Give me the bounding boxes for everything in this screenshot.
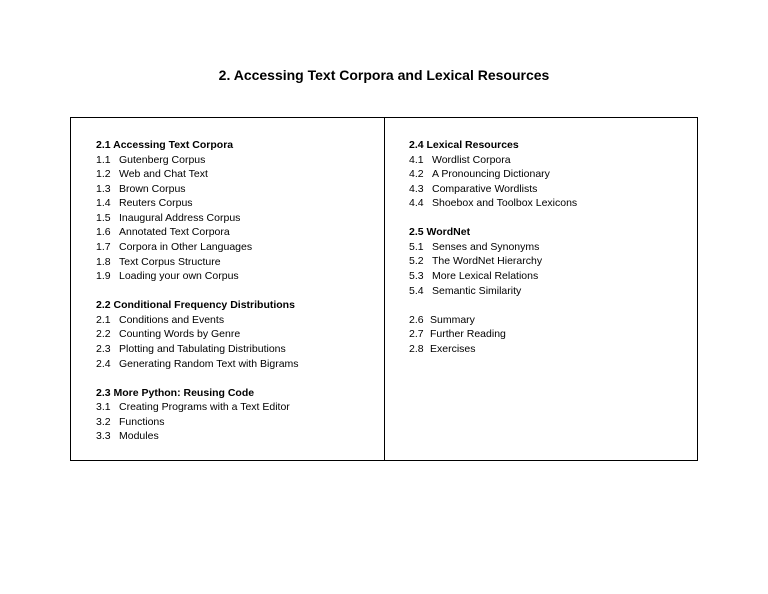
toc-entry[interactable] [96, 167, 384, 182]
toc-entry[interactable] [409, 196, 697, 211]
entry-number: 3.3 [96, 430, 111, 443]
entry-label: Corpora in Other Languages [119, 241, 253, 254]
toc-entry[interactable] [409, 269, 697, 284]
entry-number: 4.3 [409, 182, 424, 195]
entry-label: Semantic Similarity [432, 284, 522, 297]
toc-section [409, 138, 697, 211]
entry-number: 4.1 [409, 153, 424, 166]
entry-label: Generating Random Text with Bigrams [119, 357, 299, 370]
toc-entry[interactable] [96, 225, 384, 240]
toc-entry[interactable] [409, 284, 697, 299]
toc-extra-entry[interactable] [409, 327, 697, 342]
entry-label: Further Reading [430, 328, 506, 341]
entry-number: 2.3 [96, 343, 111, 356]
entry-number: 4.4 [409, 197, 424, 210]
entry-number: 1.2 [96, 168, 111, 181]
entry-number: 1.3 [96, 182, 111, 195]
entry-number: 1.6 [96, 226, 111, 239]
entry-number: 5.3 [409, 270, 424, 283]
entry-label: Senses and Synonyms [432, 240, 540, 253]
entry-number: 2.4 [96, 357, 111, 370]
entry-number: 3.1 [96, 401, 111, 414]
entry-number: 5.1 [409, 240, 424, 253]
section-heading[interactable]: 2.5 WordNet [409, 226, 471, 239]
entry-label: Creating Programs with a Text Editor [119, 401, 290, 414]
table-of-contents [70, 117, 698, 461]
toc-entry[interactable] [96, 342, 384, 357]
entry-label: Functions [119, 415, 165, 428]
toc-extra-entry[interactable] [409, 313, 697, 328]
entry-number: 1.1 [96, 153, 111, 166]
toc-extra-entry[interactable] [409, 342, 697, 357]
entry-label: Exercises [430, 342, 476, 355]
entry-label: Text Corpus Structure [119, 255, 221, 268]
toc-left-column [71, 118, 385, 460]
entry-label: Annotated Text Corpora [119, 226, 230, 239]
entry-label: The WordNet Hierarchy [432, 255, 543, 268]
toc-entry[interactable] [409, 182, 697, 197]
entry-label: Web and Chat Text [119, 168, 208, 181]
entry-label: Comparative Wordlists [432, 182, 538, 195]
entry-number: 2.2 [96, 328, 111, 341]
toc-entry[interactable] [409, 240, 697, 255]
toc-entry[interactable] [96, 196, 384, 211]
entry-label: Counting Words by Genre [119, 328, 241, 341]
entry-number: 2.1 [96, 313, 111, 326]
entry-label: Shoebox and Toolbox Lexicons [432, 197, 578, 210]
section-heading[interactable]: 2.1 Accessing Text Corpora [96, 139, 234, 151]
toc-entry[interactable] [96, 400, 384, 415]
page-title: 2. Accessing Text Corpora and Lexical Resources [218, 67, 550, 83]
toc-entry[interactable] [96, 153, 384, 168]
entry-number: 1.9 [96, 270, 111, 283]
entry-number: 1.7 [96, 241, 111, 254]
toc-entry[interactable] [409, 254, 697, 269]
entry-number: 1.8 [96, 255, 111, 268]
entry-number: 2.6 [409, 313, 424, 326]
entry-label: Wordlist Corpora [432, 153, 511, 166]
toc-entry[interactable] [96, 327, 384, 342]
toc-section [409, 225, 697, 298]
toc-entry[interactable] [96, 182, 384, 197]
toc-section [96, 298, 384, 371]
toc-entry[interactable] [96, 240, 384, 255]
entry-label: Conditions and Events [119, 313, 225, 326]
entry-number: 4.2 [409, 168, 424, 181]
entry-label: A Pronouncing Dictionary [432, 168, 550, 181]
toc-entry[interactable] [96, 313, 384, 328]
toc-right-column [385, 118, 697, 460]
entry-number: 5.4 [409, 284, 424, 297]
section-heading[interactable]: 2.3 More Python: Reusing Code [96, 386, 255, 399]
toc-entry[interactable] [96, 211, 384, 226]
section-heading[interactable]: 2.4 Lexical Resources [409, 139, 519, 151]
toc-entry[interactable] [409, 167, 697, 182]
entry-label: Summary [430, 313, 475, 326]
entry-number: 3.2 [96, 415, 111, 428]
toc-entry[interactable] [96, 269, 384, 284]
entry-number: 2.7 [409, 328, 424, 341]
entry-label: Reuters Corpus [119, 197, 193, 210]
entry-number: 2.8 [409, 342, 424, 355]
toc-entry[interactable] [96, 415, 384, 430]
section-heading[interactable]: 2.2 Conditional Frequency Distributions [96, 299, 295, 312]
toc-entry[interactable] [96, 255, 384, 270]
entry-label: Loading your own Corpus [119, 270, 239, 283]
entry-label: Inaugural Address Corpus [119, 211, 241, 224]
entry-number: 5.2 [409, 255, 424, 268]
toc-entry[interactable] [96, 357, 384, 372]
entry-label: Plotting and Tabulating Distributions [119, 343, 286, 356]
entry-label: Gutenberg Corpus [119, 153, 206, 166]
toc-section [96, 386, 384, 444]
entry-label: Modules [119, 430, 159, 443]
entry-number: 1.5 [96, 211, 111, 224]
entry-number: 1.4 [96, 197, 111, 210]
toc-section [96, 138, 384, 284]
toc-extra-sections [409, 313, 697, 357]
toc-right-sections [409, 138, 697, 298]
toc-entry[interactable] [96, 429, 384, 444]
entry-label: Brown Corpus [119, 182, 186, 195]
entry-label: More Lexical Relations [432, 270, 539, 283]
toc-entry[interactable] [409, 153, 697, 168]
